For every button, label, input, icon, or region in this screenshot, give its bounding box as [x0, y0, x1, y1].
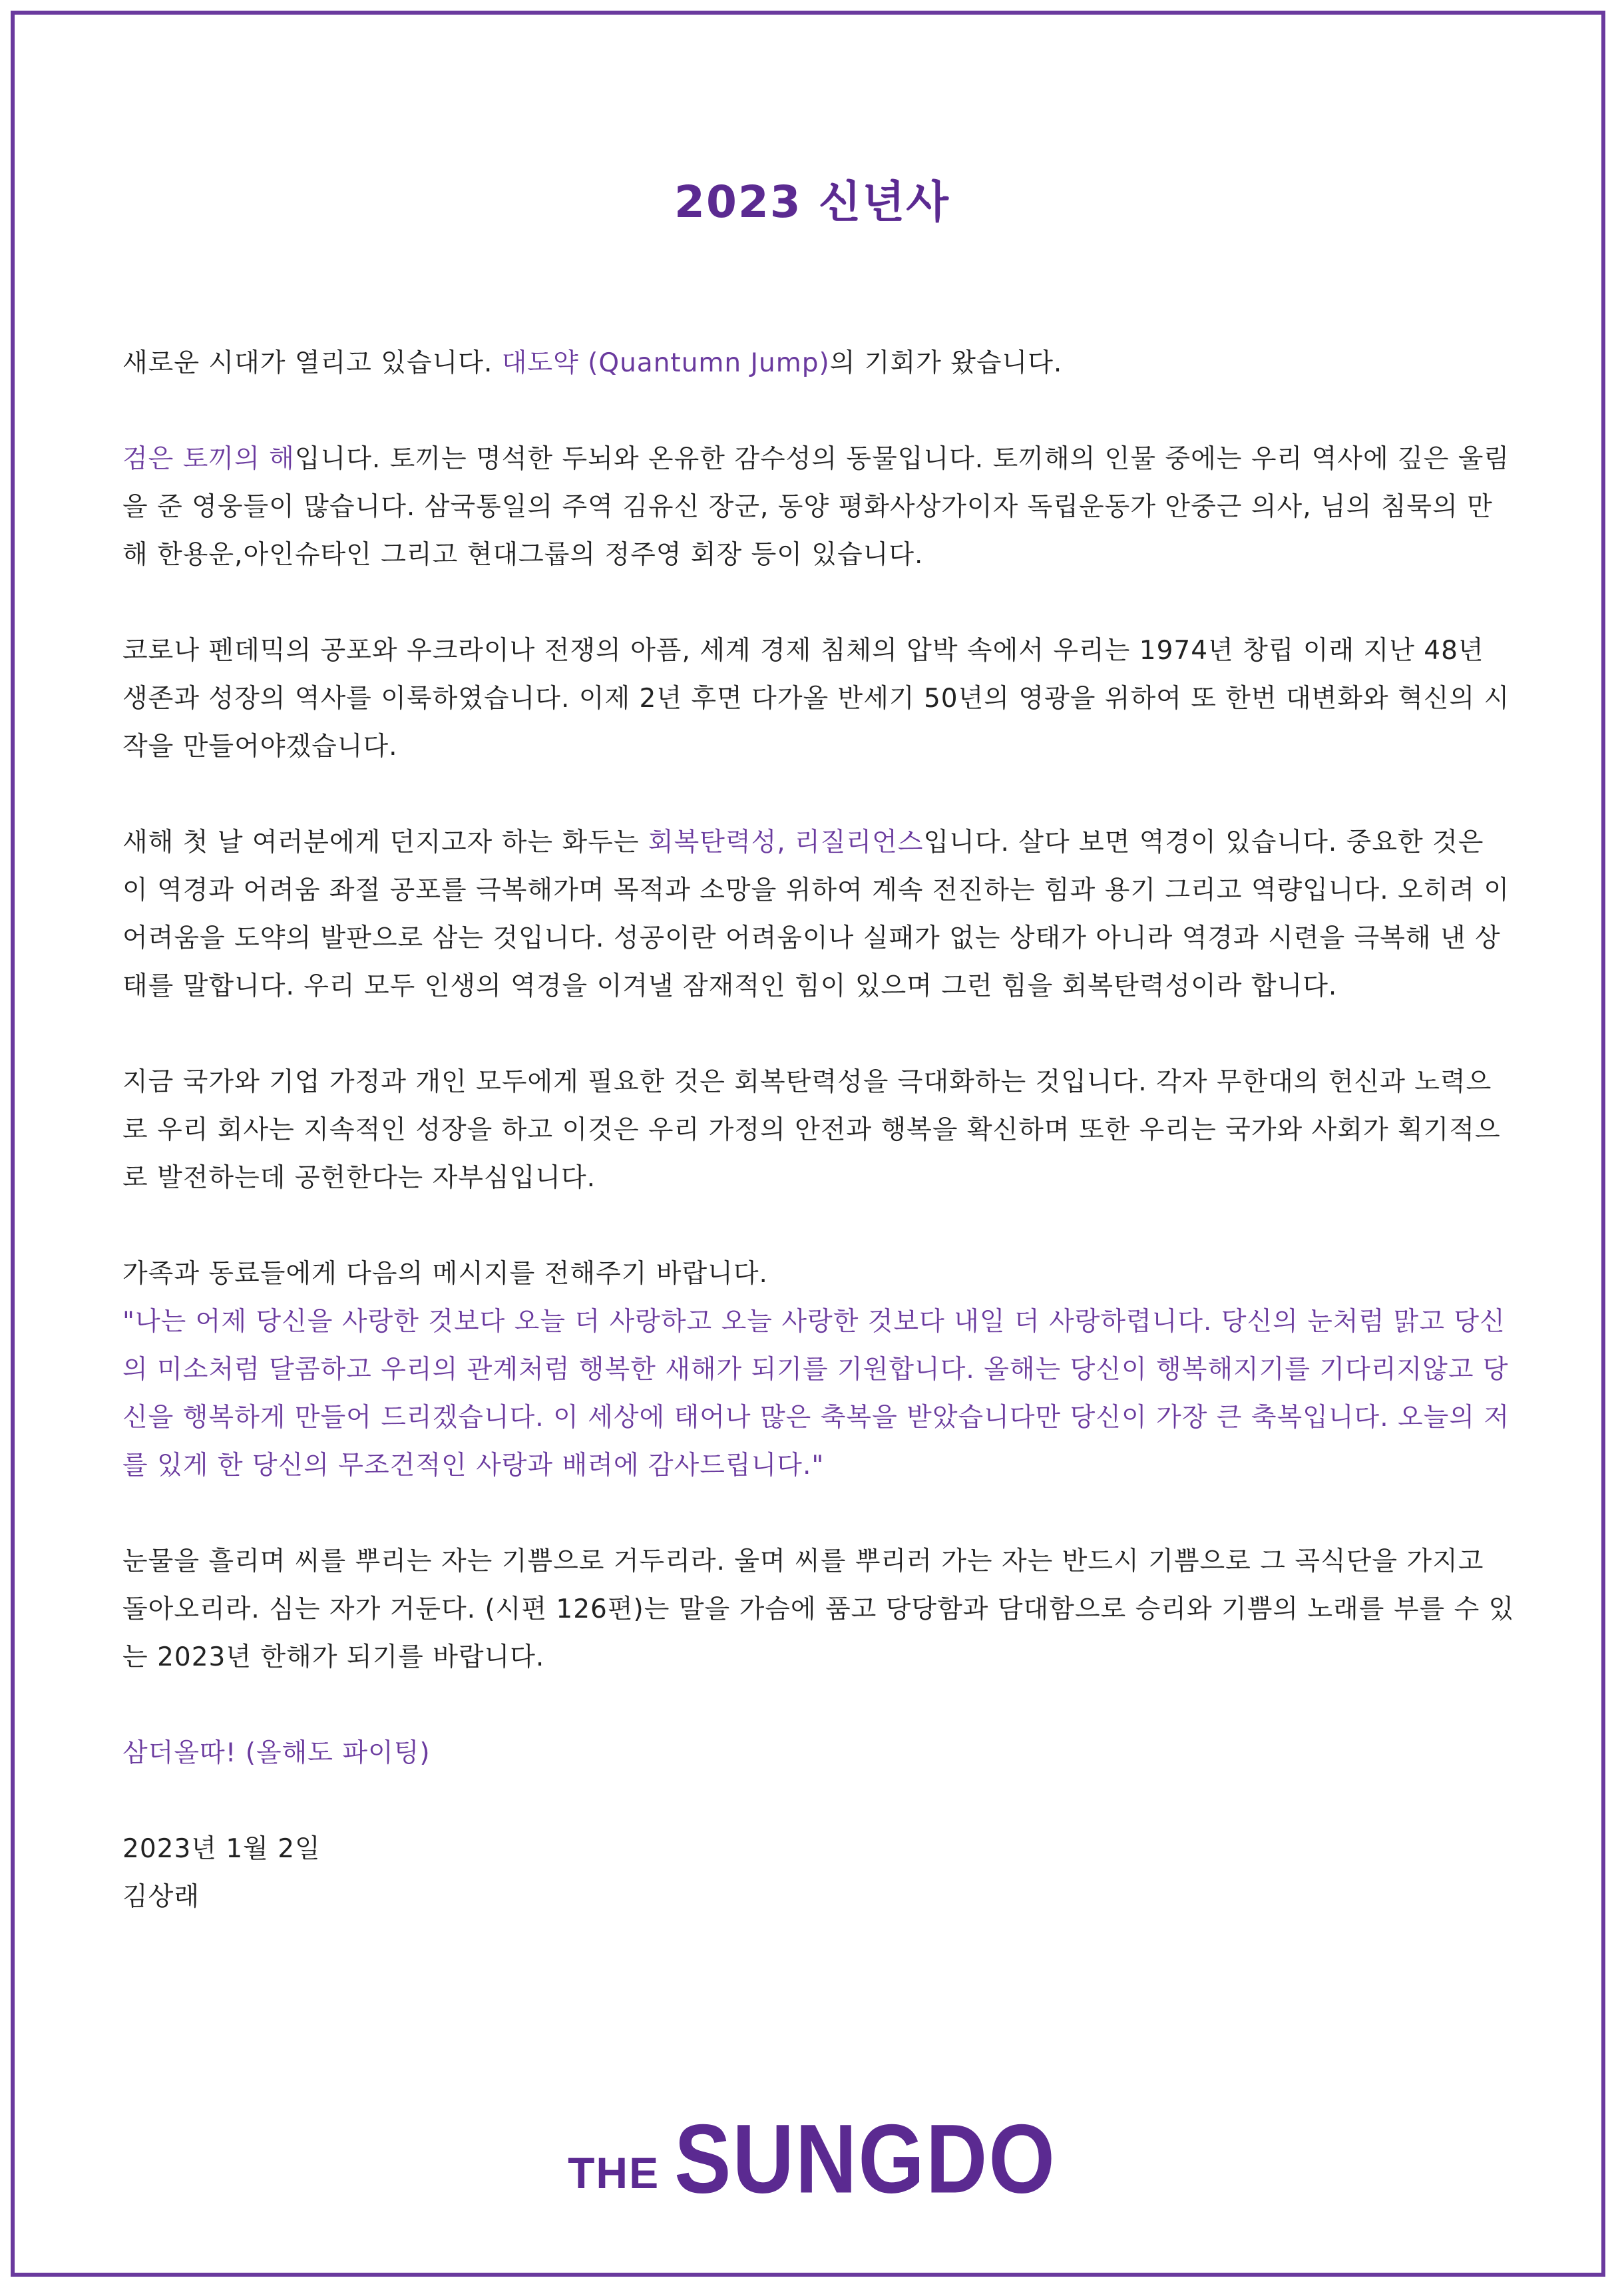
message-quote: "나는 어제 당신을 사랑한 것보다 오늘 더 사랑하고 오늘 사랑한 것보다 내일 더 사랑하렵니다. 당신의 눈처럼 맑고 당신의 미소처럼 달콤하고 우리의 관계처럼 행복한 새해가 되기를 기원합니다. 올해는 당신이 행복해지기를 기다리지않고 당신을 행복하게 만들어 드리겠습니다. 이 세상에 태어나 많은 축복을 받았습니다만 당신이 가장 큰 축복입니다. 오늘의 저를 있게 한 당신의 무조건적인 사랑과 배려에 감사드립니다." — [122, 1307, 1510, 1481]
paragraph-intro — [122, 340, 1515, 387]
page-title: 2023 신년사 — [674, 176, 950, 228]
signature: 김상래 — [122, 1882, 200, 1912]
letter-body — [122, 340, 1515, 1921]
paragraph-psalm: 눈물을 흘리며 씨를 뿌리는 자는 기쁨으로 거두리라. 울며 씨를 뿌리러 가는 자는 반드시 기쁨으로 그 곡식단을 가지고 돌아오리라. 심는 자가 거둔다. (시편 126편)는 말을 가슴에 품고 당당함과 담대함으로 승리와 기쁨의 노래를 부를 수 있는 2023년 한해가 되기를 바랍니다. — [122, 1546, 1515, 1672]
resilience-text-end: 입니다. 살다 보면 역경이 있습니다. 중요한 것은 이 역경과 어려움 좌절 공포를 극복해가며 목적과 소망을 위하여 계속 전진하는 힘과 용기 그리고 역량입니다. 오히려 이 어려움을 도약의 발판으로 삼는 것입니다. 성공이란 어려움이나 실패가 없는 상태가 아니라 역경과 시련을 극복해 낸 상태를 말합니다. 우리 모두 인생의 역경을 이겨낼 잠재적인 힘이 있으며 그런 힘을 회복탄력성이라 합니다. — [122, 827, 1510, 1001]
paragraph-resilience — [122, 819, 1515, 1011]
paragraph-message-intro: 가족과 동료들에게 다음의 메시지를 전해주기 바랍니다. — [122, 1259, 768, 1289]
black-rabbit-highlight: 검은 토끼의 해 — [122, 444, 295, 474]
resilience-highlight: 회복탄력성, 리질리언스 — [648, 827, 924, 857]
quantum-jump-highlight: 대도약 (Quantumn Jump) — [501, 348, 830, 378]
intro-text: 새로운 시대가 열리고 있습니다. — [122, 348, 502, 378]
letter-date: 2023년 1월 2일 — [122, 1834, 321, 1864]
logo-brand: SUNGDO — [674, 2104, 1056, 2214]
company-logo — [0, 2104, 1624, 2214]
logo-the: THE — [568, 2148, 660, 2197]
intro-text-end: 의 기회가 왔습니다. — [829, 348, 1063, 378]
rabbit-year-text: 입니다. 토끼는 명석한 두뇌와 온유한 감수성의 동물입니다. 토끼해의 인물 중에는 우리 역사에 깊은 울림을 준 영웅들이 많습니다. 삼국통일의 주역 김유신 장군, 동양 평화사상가이자 독립운동가 안중근 의사, 님의 침묵의 만해 한용운,아인슈타인 그리고 현대그룹의 정주영 회장 등이 있습니다. — [122, 444, 1510, 570]
paragraph-rabbit-year — [122, 435, 1515, 579]
resilience-text-start: 새해 첫 날 여러분에게 던지고자 하는 화두는 — [122, 827, 648, 857]
paragraph-nation: 지금 국가와 기업 가정과 개인 모두에게 필요한 것은 회복탄력성을 극대화하는 것입니다. 각자 무한대의 헌신과 노력으로 우리 회사는 지속적인 성장을 하고 이것은 우리 가정의 안전과 행복을 확신하며 또한 우리는 국가와 사회가 획기적으로 발전하는데 공헌한다는 자부심입니다. — [122, 1067, 1501, 1193]
closing-cheer: 삼더올따! (올해도 파이팅) — [122, 1738, 431, 1768]
paragraph-history: 코로나 펜데믹의 공포와 우크라이나 전쟁의 아픔, 세계 경제 침체의 압박 속에서 우리는 1974년 창립 이래 지난 48년 생존과 성장의 역사를 이룩하였습니다. 이제 2년 후면 다가올 반세기 50년의 영광을 위하여 또 한번 대변화와 혁신의 시작을 만들어야겠습니다. — [122, 636, 1510, 762]
